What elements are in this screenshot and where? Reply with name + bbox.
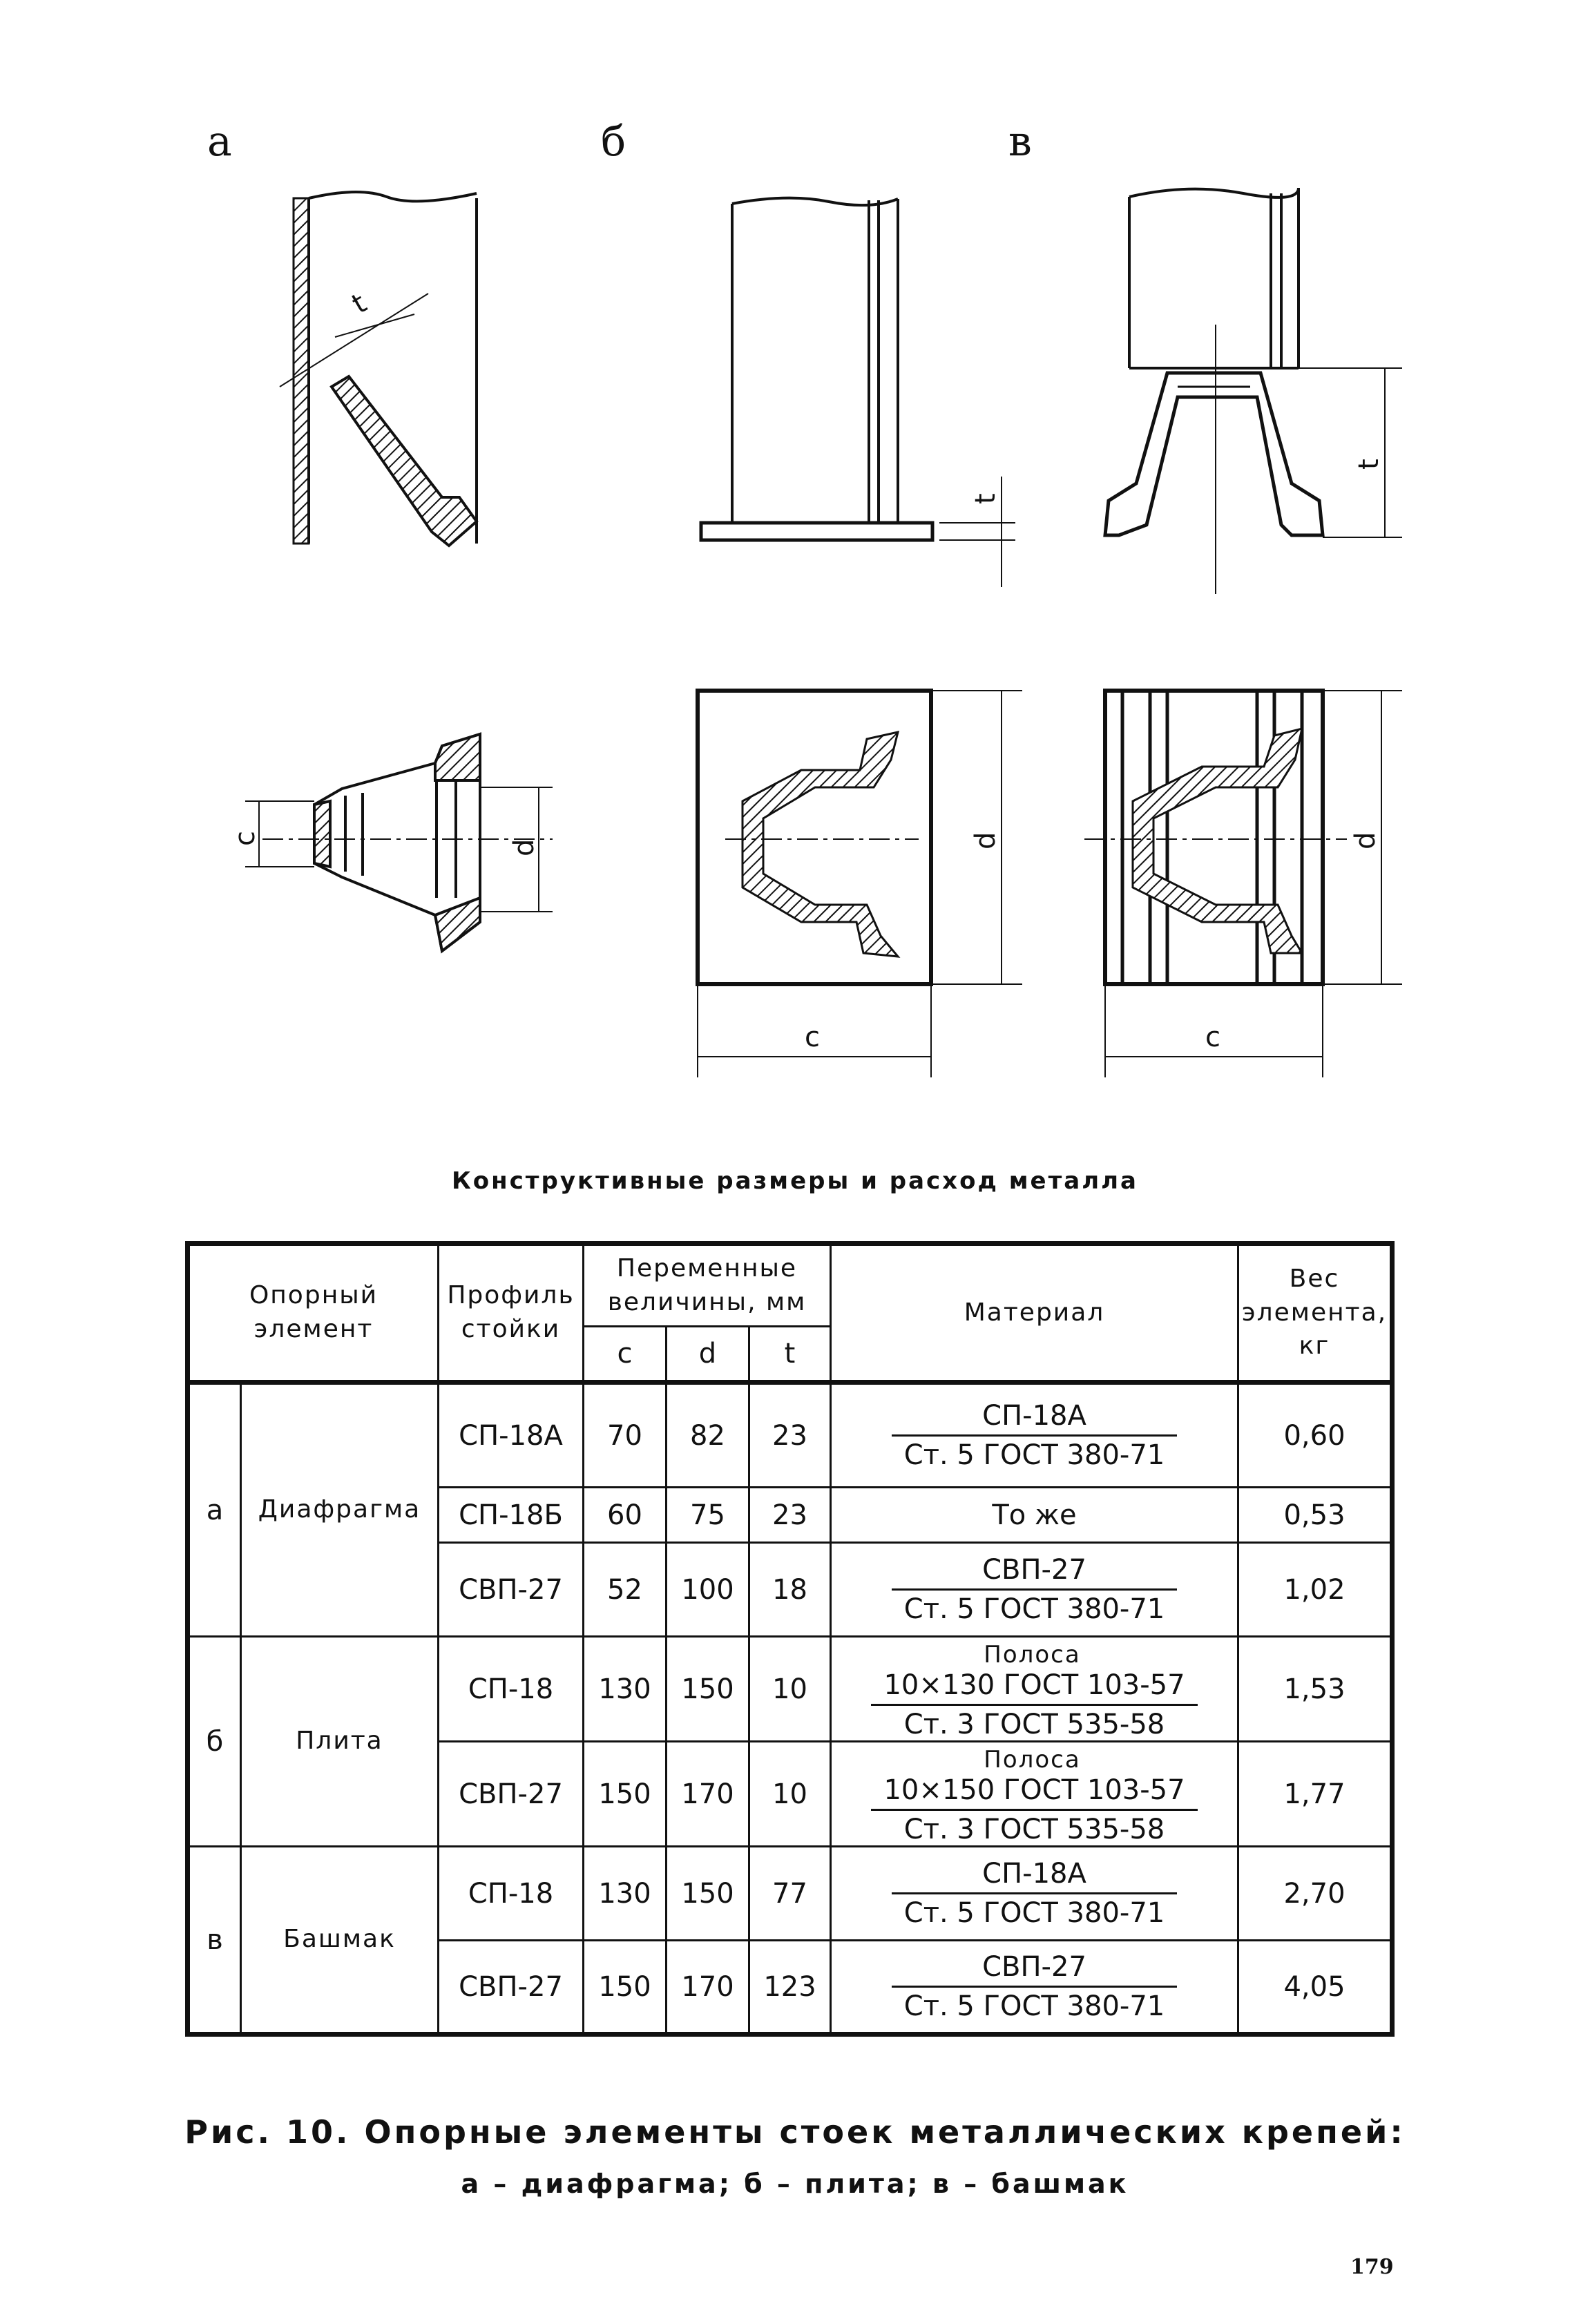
label-variant-v: в <box>1008 117 1032 166</box>
cell-profile: СП-18А <box>439 1383 584 1488</box>
cell-d: 150 <box>667 1847 749 1941</box>
cell-profile: СВП-27 <box>439 1543 584 1637</box>
cell-c: 130 <box>584 1847 667 1941</box>
dim-c-b: c <box>805 1021 820 1053</box>
drawing-a-side <box>280 192 477 546</box>
cell-t: 23 <box>749 1488 831 1543</box>
table-row <box>188 1383 1392 1488</box>
cell-c: 70 <box>584 1383 667 1488</box>
dim-c-v: c <box>1205 1021 1220 1053</box>
header-variables: Переменные величины, мм <box>584 1244 831 1327</box>
group-letter: в <box>188 1847 241 2035</box>
cell-c: 52 <box>584 1543 667 1637</box>
material-prefix: Полоса <box>984 1641 1081 1669</box>
material-profile: СВП-27 <box>892 1554 1177 1591</box>
material-profile: СП-18А <box>892 1400 1177 1437</box>
page-number: 179 <box>1350 2255 1394 2279</box>
dim-c-a: c <box>229 831 261 846</box>
material-steel: Ст. 5 ГОСТ 380-71 <box>903 1990 1165 2022</box>
material-fraction <box>892 1858 1177 1929</box>
table-row <box>188 1637 1392 1742</box>
cell-d: 100 <box>667 1543 749 1637</box>
cell-weight: 1,53 <box>1238 1637 1392 1742</box>
drawing-b-side <box>701 198 1015 587</box>
table-title: Конструктивные размеры и расход металла <box>452 1167 1138 1195</box>
cell-c: 130 <box>584 1637 667 1742</box>
cell-profile: СП-18 <box>439 1847 584 1941</box>
cell-d: 170 <box>667 1742 749 1847</box>
cell-material <box>831 1637 1238 1742</box>
header-material: Материал <box>831 1244 1238 1383</box>
dim-t-a: t <box>347 287 372 320</box>
cell-material <box>831 1941 1238 2035</box>
cell-weight: 0,60 <box>1238 1383 1392 1488</box>
cell-weight: 1,77 <box>1238 1742 1392 1847</box>
material-steel: Ст. 3 ГОСТ 535-58 <box>903 1814 1165 1845</box>
dim-t-b: t <box>970 493 1002 504</box>
drawing-v-side <box>1105 188 1402 594</box>
group-letter: б <box>188 1637 241 1847</box>
dim-t-v: t <box>1353 459 1385 470</box>
dim-d-v: d <box>1350 832 1381 849</box>
cell-material <box>831 1543 1238 1637</box>
material-fraction <box>892 1400 1177 1471</box>
cell-profile: СП-18 <box>439 1637 584 1742</box>
cell-d: 150 <box>667 1637 749 1742</box>
dim-d-b: d <box>970 832 1002 849</box>
cell-t: 77 <box>749 1847 831 1941</box>
cell-material <box>831 1742 1238 1847</box>
cell-c: 150 <box>584 1742 667 1847</box>
cell-d: 170 <box>667 1941 749 2035</box>
material-steel: Ст. 5 ГОСТ 380-71 <box>903 1439 1165 1471</box>
material-profile: СВП-27 <box>892 1951 1177 1988</box>
cell-t: 10 <box>749 1637 831 1742</box>
cell-weight: 2,70 <box>1238 1847 1392 1941</box>
material-prefix: Полоса <box>984 1746 1081 1774</box>
spec-table <box>185 1241 1395 2037</box>
cell-weight: 4,05 <box>1238 1941 1392 2035</box>
drawing-a-plan <box>245 734 553 951</box>
material-steel: Ст. 3 ГОСТ 535-58 <box>903 1709 1165 1740</box>
cell-material: То же <box>831 1488 1238 1543</box>
header-profile: Профиль стойки <box>439 1244 584 1383</box>
cell-profile: СП-18Б <box>439 1488 584 1543</box>
cell-c: 60 <box>584 1488 667 1543</box>
figure-caption: Рис. 10. Опорные элементы стоек металлических крепей: <box>184 2113 1406 2151</box>
cell-t: 10 <box>749 1742 831 1847</box>
cell-d: 82 <box>667 1383 749 1488</box>
cell-weight: 1,02 <box>1238 1543 1392 1637</box>
cell-t: 18 <box>749 1543 831 1637</box>
cell-d: 75 <box>667 1488 749 1543</box>
cell-material <box>831 1383 1238 1488</box>
cell-t: 123 <box>749 1941 831 2035</box>
label-variant-a: а <box>207 117 232 166</box>
label-variant-b: б <box>601 117 626 166</box>
cell-profile: СВП-27 <box>439 1941 584 2035</box>
group-name: Башмак <box>241 1847 439 2035</box>
material-profile: СП-18А <box>892 1858 1177 1894</box>
material-profile: 10×130 ГОСТ 103-57 <box>871 1669 1197 1706</box>
cell-material <box>831 1847 1238 1941</box>
header-element: Опорный элемент <box>188 1244 439 1383</box>
drawing-v-plan <box>1084 691 1402 1077</box>
dim-d-a: d <box>508 838 540 856</box>
material-profile: 10×150 ГОСТ 103-57 <box>871 1774 1197 1811</box>
material-fraction <box>892 1554 1177 1625</box>
cell-profile: СВП-27 <box>439 1742 584 1847</box>
header-c: c <box>584 1327 667 1383</box>
material-fraction <box>871 1669 1197 1740</box>
cell-t: 23 <box>749 1383 831 1488</box>
material-fraction <box>892 1951 1177 2022</box>
header-weight: Вес элемента, кг <box>1238 1244 1392 1383</box>
drawing-b-plan <box>698 691 1022 1077</box>
header-t: t <box>749 1327 831 1383</box>
group-letter: а <box>188 1383 241 1637</box>
material-steel: Ст. 5 ГОСТ 380-71 <box>903 1897 1165 1929</box>
figure-caption-legend: а – диафрагма; б – плита; в – башмак <box>461 2169 1129 2199</box>
group-name: Диафрагма <box>241 1383 439 1637</box>
technical-drawing <box>0 0 1590 1105</box>
group-name: Плита <box>241 1637 439 1847</box>
material-steel: Ст. 5 ГОСТ 380-71 <box>903 1593 1165 1625</box>
table-row <box>188 1847 1392 1941</box>
cell-weight: 0,53 <box>1238 1488 1392 1543</box>
material-fraction <box>871 1774 1197 1845</box>
header-d: d <box>667 1327 749 1383</box>
cell-c: 150 <box>584 1941 667 2035</box>
